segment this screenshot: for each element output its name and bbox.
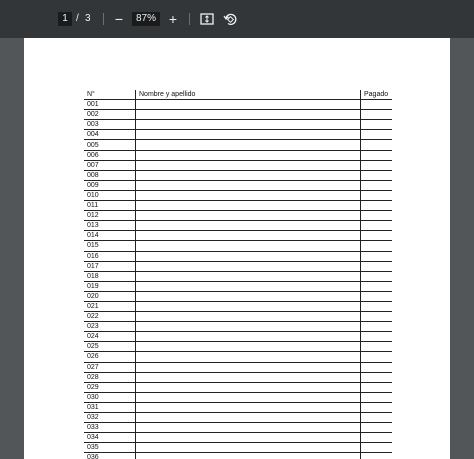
table-row (84, 392, 392, 402)
name-cell (136, 413, 361, 423)
paid-cell (361, 382, 393, 392)
paid-cell (361, 271, 393, 281)
row-number: 032 (84, 413, 136, 423)
paid-cell (361, 453, 393, 459)
name-cell (136, 120, 361, 130)
name-cell (136, 180, 361, 190)
table-row (84, 352, 392, 362)
row-number: 031 (84, 402, 136, 412)
table-row (84, 221, 392, 231)
name-cell (136, 241, 361, 251)
column-header-number: N° (84, 90, 136, 100)
paid-cell (361, 291, 393, 301)
name-cell (136, 100, 361, 110)
table-row (84, 453, 392, 459)
table-row (84, 130, 392, 140)
pdf-page (24, 38, 450, 459)
name-cell (136, 251, 361, 261)
name-cell (136, 130, 361, 140)
table-row (84, 281, 392, 291)
column-header-name: Nombre y apellido (136, 90, 361, 100)
paid-cell (361, 301, 393, 311)
paid-cell (361, 170, 393, 180)
row-number: 025 (84, 342, 136, 352)
table-header-row (84, 90, 392, 100)
table-row (84, 190, 392, 200)
row-number: 014 (84, 231, 136, 241)
zoom-in-button[interactable]: + (168, 11, 178, 27)
row-number: 010 (84, 190, 136, 200)
paid-cell (361, 100, 393, 110)
row-number: 017 (84, 261, 136, 271)
viewer-background (450, 38, 474, 459)
table-row (84, 362, 392, 372)
zoom-out-button[interactable]: − (114, 11, 124, 27)
table-row (84, 241, 392, 251)
paid-cell (361, 392, 393, 402)
table-row (84, 402, 392, 412)
viewer-background (0, 38, 24, 459)
table-row (84, 251, 392, 261)
row-number: 033 (84, 423, 136, 433)
paid-cell (361, 231, 393, 241)
rotate-icon[interactable] (222, 11, 238, 27)
toolbar-divider (189, 13, 190, 25)
name-cell (136, 342, 361, 352)
paid-cell (361, 160, 393, 170)
row-number: 026 (84, 352, 136, 362)
table-row (84, 301, 392, 311)
name-cell (136, 271, 361, 281)
table-row (84, 312, 392, 322)
table-row (84, 433, 392, 443)
table-row (84, 150, 392, 160)
name-cell (136, 281, 361, 291)
paid-cell (361, 201, 393, 211)
name-cell (136, 211, 361, 221)
row-number: 002 (84, 110, 136, 120)
name-cell (136, 352, 361, 362)
row-number: 022 (84, 312, 136, 322)
row-number: 020 (84, 291, 136, 301)
name-cell (136, 301, 361, 311)
name-cell (136, 150, 361, 160)
table-row (84, 140, 392, 150)
table-row (84, 211, 392, 221)
row-number: 004 (84, 130, 136, 140)
name-cell (136, 392, 361, 402)
table-row (84, 201, 392, 211)
name-cell (136, 382, 361, 392)
table-row (84, 322, 392, 332)
table-row (84, 170, 392, 180)
row-number: 012 (84, 211, 136, 221)
attendance-table (84, 90, 392, 459)
paid-cell (361, 352, 393, 362)
paid-cell (361, 322, 393, 332)
table-row (84, 443, 392, 453)
row-number: 007 (84, 160, 136, 170)
page-separator: / (76, 13, 79, 24)
paid-cell (361, 362, 393, 372)
row-number: 030 (84, 392, 136, 402)
name-cell (136, 402, 361, 412)
row-number: 006 (84, 150, 136, 160)
column-header-paid: Pagado (361, 90, 393, 100)
paid-cell (361, 413, 393, 423)
row-number: 035 (84, 443, 136, 453)
paid-cell (361, 332, 393, 342)
row-number: 021 (84, 301, 136, 311)
table-row (84, 291, 392, 301)
paid-cell (361, 251, 393, 261)
row-number: 011 (84, 201, 136, 211)
toolbar-divider (103, 13, 104, 25)
total-pages: 3 (85, 13, 91, 24)
row-number: 036 (84, 453, 136, 459)
name-cell (136, 433, 361, 443)
paid-cell (361, 130, 393, 140)
name-cell (136, 372, 361, 382)
table-row (84, 100, 392, 110)
table-row (84, 160, 392, 170)
paid-cell (361, 433, 393, 443)
paid-cell (361, 443, 393, 453)
name-cell (136, 201, 361, 211)
pdf-toolbar (0, 0, 474, 38)
table-row (84, 271, 392, 281)
paid-cell (361, 372, 393, 382)
row-number: 034 (84, 433, 136, 443)
paid-cell (361, 110, 393, 120)
name-cell (136, 332, 361, 342)
row-number: 019 (84, 281, 136, 291)
table-row (84, 261, 392, 271)
name-cell (136, 423, 361, 433)
paid-cell (361, 180, 393, 190)
row-number: 016 (84, 251, 136, 261)
row-number: 013 (84, 221, 136, 231)
paid-cell (361, 281, 393, 291)
table-row (84, 180, 392, 190)
paid-cell (361, 402, 393, 412)
row-number: 015 (84, 241, 136, 251)
name-cell (136, 261, 361, 271)
paid-cell (361, 423, 393, 433)
name-cell (136, 170, 361, 180)
table-row (84, 423, 392, 433)
row-number: 027 (84, 362, 136, 372)
row-number: 009 (84, 180, 136, 190)
row-number: 008 (84, 170, 136, 180)
paid-cell (361, 241, 393, 251)
name-cell (136, 322, 361, 332)
row-number: 028 (84, 372, 136, 382)
table-row (84, 332, 392, 342)
table-row (84, 110, 392, 120)
table-row (84, 231, 392, 241)
name-cell (136, 231, 361, 241)
paid-cell (361, 150, 393, 160)
name-cell (136, 291, 361, 301)
name-cell (136, 443, 361, 453)
paid-cell (361, 140, 393, 150)
paid-cell (361, 261, 393, 271)
paid-cell (361, 342, 393, 352)
table-row (84, 382, 392, 392)
row-number: 005 (84, 140, 136, 150)
table-row (84, 342, 392, 352)
paid-cell (361, 312, 393, 322)
row-number: 018 (84, 271, 136, 281)
paid-cell (361, 221, 393, 231)
name-cell (136, 190, 361, 200)
name-cell (136, 312, 361, 322)
fit-to-page-icon[interactable] (199, 11, 215, 27)
name-cell (136, 140, 361, 150)
page-number-input[interactable]: 1 (58, 12, 72, 26)
zoom-level-input[interactable]: 87% (132, 12, 160, 26)
row-number: 024 (84, 332, 136, 342)
row-number: 001 (84, 100, 136, 110)
paid-cell (361, 211, 393, 221)
row-number: 029 (84, 382, 136, 392)
name-cell (136, 110, 361, 120)
paid-cell (361, 120, 393, 130)
row-number: 023 (84, 322, 136, 332)
table-row (84, 372, 392, 382)
row-number: 003 (84, 120, 136, 130)
table-row (84, 120, 392, 130)
name-cell (136, 221, 361, 231)
name-cell (136, 362, 361, 372)
table-row (84, 413, 392, 423)
name-cell (136, 160, 361, 170)
paid-cell (361, 190, 393, 200)
name-cell (136, 453, 361, 459)
